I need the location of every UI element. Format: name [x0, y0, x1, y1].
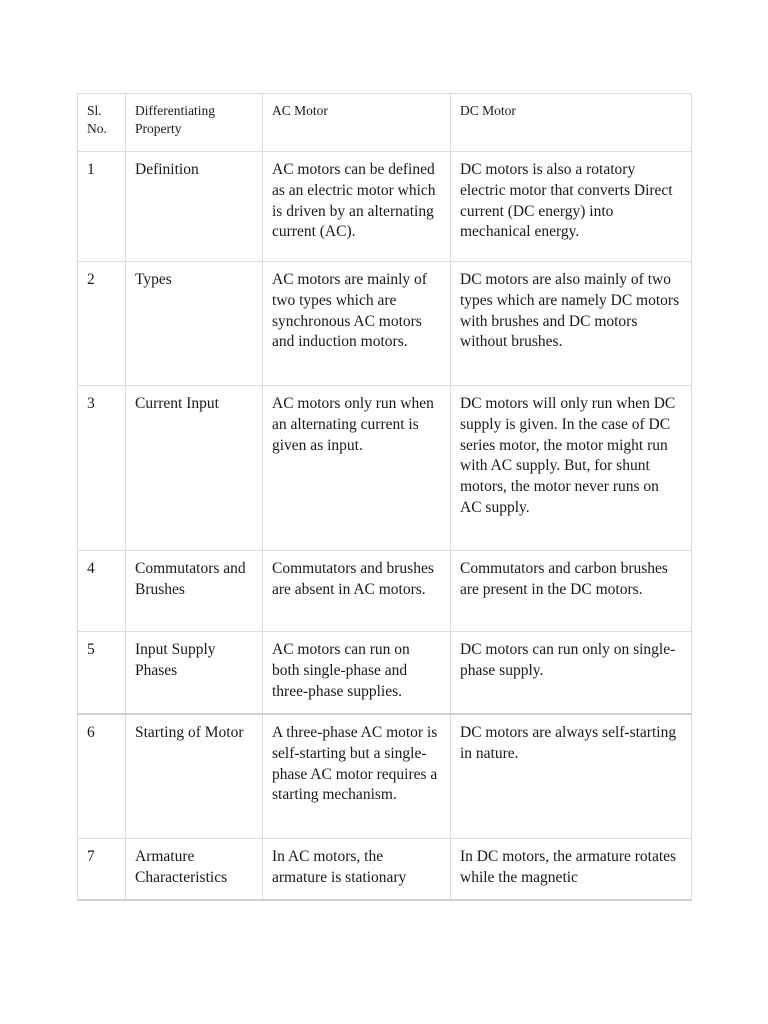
- cell-dc-motor: DC motors are always self-starting in nature.: [451, 714, 692, 839]
- cell-property: Types: [126, 262, 263, 386]
- header-ac-motor: AC Motor: [263, 94, 451, 152]
- cell-number: 2: [78, 262, 126, 386]
- cell-dc-motor: DC motors are also mainly of two types which are namely DC motors with brushes and DC motors without brushes.: [451, 262, 692, 386]
- cell-ac-motor: Commutators and brushes are absent in AC motors.: [263, 551, 451, 632]
- cell-property: Commutators and Brushes: [126, 551, 263, 632]
- cell-number: 6: [78, 714, 126, 839]
- table-header: [78, 94, 692, 152]
- table-row: [78, 386, 692, 551]
- cell-dc-motor: DC motors can run only on single-phase supply.: [451, 632, 692, 715]
- cell-ac-motor: AC motors only run when an alternating current is given as input.: [263, 386, 451, 551]
- cell-property: Starting of Motor: [126, 714, 263, 839]
- header-dc-motor: DC Motor: [451, 94, 692, 152]
- table-row: [78, 714, 692, 839]
- header-row: [78, 94, 692, 152]
- cell-property: Current Input: [126, 386, 263, 551]
- cell-ac-motor: AC motors are mainly of two types which are synchronous AC motors and induction motors.: [263, 262, 451, 386]
- table-body: [78, 152, 692, 901]
- cell-property: Armature Characteristics: [126, 839, 263, 901]
- cell-ac-motor: AC motors can run on both single-phase and three-phase supplies.: [263, 632, 451, 715]
- cell-property: Definition: [126, 152, 263, 262]
- table-row: [78, 839, 692, 901]
- cell-ac-motor: A three-phase AC motor is self-starting but a single-phase AC motor requires a starting mechanism.: [263, 714, 451, 839]
- table-row: [78, 262, 692, 386]
- cell-number: 4: [78, 551, 126, 632]
- cell-number: 5: [78, 632, 126, 715]
- cell-property: Input Supply Phases: [126, 632, 263, 715]
- table-row: [78, 551, 692, 632]
- comparison-table: [77, 93, 692, 901]
- cell-dc-motor: In DC motors, the armature rotates while the magnetic: [451, 839, 692, 901]
- header-sl-no: Sl. No.: [78, 94, 126, 152]
- table-row: [78, 152, 692, 262]
- table-row: [78, 632, 692, 715]
- cell-dc-motor: DC motors is also a rotatory electric motor that converts Direct current (DC energy) into mechanical energy.: [451, 152, 692, 262]
- cell-number: 1: [78, 152, 126, 262]
- cell-dc-motor: DC motors will only run when DC supply is given. In the case of DC series motor, the motor might run with AC supply. But, for shunt motors, the motor never runs on AC supply.: [451, 386, 692, 551]
- cell-dc-motor: Commutators and carbon brushes are present in the DC motors.: [451, 551, 692, 632]
- cell-ac-motor: In AC motors, the armature is stationary: [263, 839, 451, 901]
- header-property: Differentiating Property: [126, 94, 263, 152]
- cell-number: 3: [78, 386, 126, 551]
- cell-ac-motor: AC motors can be defined as an electric motor which is driven by an alternating current (AC).: [263, 152, 451, 262]
- cell-number: 7: [78, 839, 126, 901]
